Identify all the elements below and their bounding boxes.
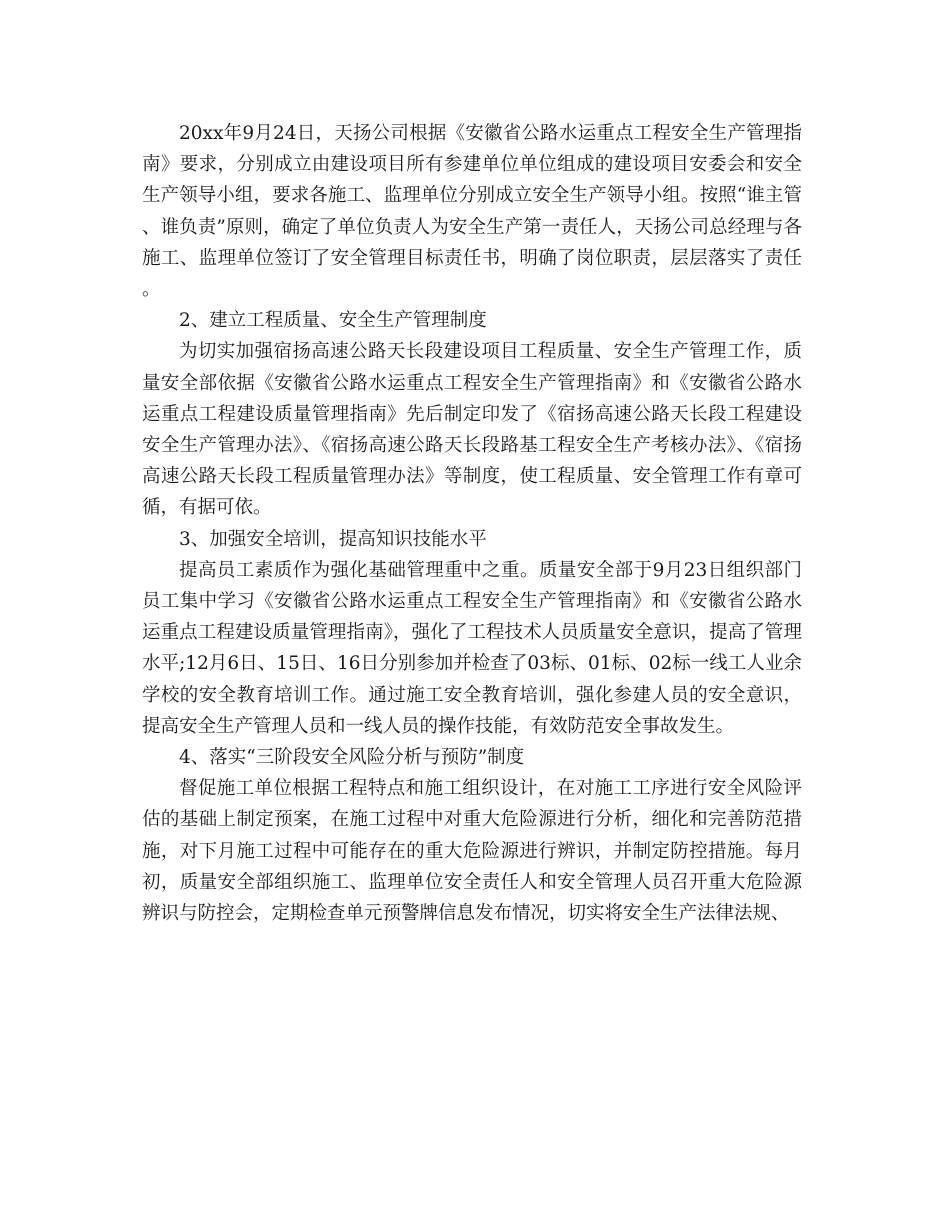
paragraph-responsibility: 20xx年9月24日，天扬公司根据《安徽省公路水运重点工程安全生产管理指南》要求，分别成立由建设项目所有参建单位单位组成的建设项目安委会和安全生产领导小组，要求各施工、监理单位分别成立安全生产领导小组。按照“谁主管、谁负责”原则，确定了单位负责人为安全生产第一责任人，天扬公司总经理与各施工、监理单位签订了安全管理目标责任书，明确了岗位职责，层层落实了责任。 <box>142 123 802 301</box>
document-body <box>142 118 802 929</box>
paragraph-risk-analysis: 督促施工单位根据工程特点和施工组织设计，在对施工工序进行安全风险评估的基础上制定预案，在施工过程中对重大危险源进行分析，细化和完善防范措施，对下月施工过程中可能存在的重大危险源进行辨识，并制定防控措施。每月初，质量安全部组织施工、监理单位安全责任人和安全管理人员召开重大危险源辨识与防控会，定期检查单元预警牌信息发布情况，切实将安全生产法律法规、 <box>142 778 802 925</box>
heading-risk-analysis: 4、落实“三阶段安全风险分析与预防”制度 <box>179 747 525 769</box>
heading-safety-training: 3、加强安全培训，提高知识技能水平 <box>179 528 487 550</box>
paragraph-management-system: 为切实加强宿扬高速公路天长段建设项目工程质量、安全生产管理工作，质量安全部依据《安徽省公路水运重点工程安全生产管理指南》和《安徽省公路水运重点工程建设质量管理指南》先后制定印发了《宿扬高速公路天长段工程建设安全生产管理办法》、《宿扬高速公路天长段路基工程安全生产考核办法》、《宿扬高速公路天长段工程质量管理办法》等制度，使工程质量、安全管理工作有章可循，有据可依。 <box>142 341 802 519</box>
heading-management-system: 2、建立工程质量、安全生产管理制度 <box>179 310 487 332</box>
paragraph-safety-training: 提高员工素质作为强化基础管理重中之重。质量安全部于9月23日组织部门员工集中学习《安徽省公路水运重点工程安全生产管理指南》和《安徽省公路水运重点工程建设质量管理指南》，强化了工程技术人员质量安全意识，提高了管理水平;12月6日、15日、16日分别参加并检查了03标、01标、02标一线工人业余学校的安全教育培训工作。通过施工安全教育培训，强化参建人员的安全意识，提高安全生产管理人员和一线人员的操作技能，有效防范安全事故发生。 <box>142 559 802 737</box>
